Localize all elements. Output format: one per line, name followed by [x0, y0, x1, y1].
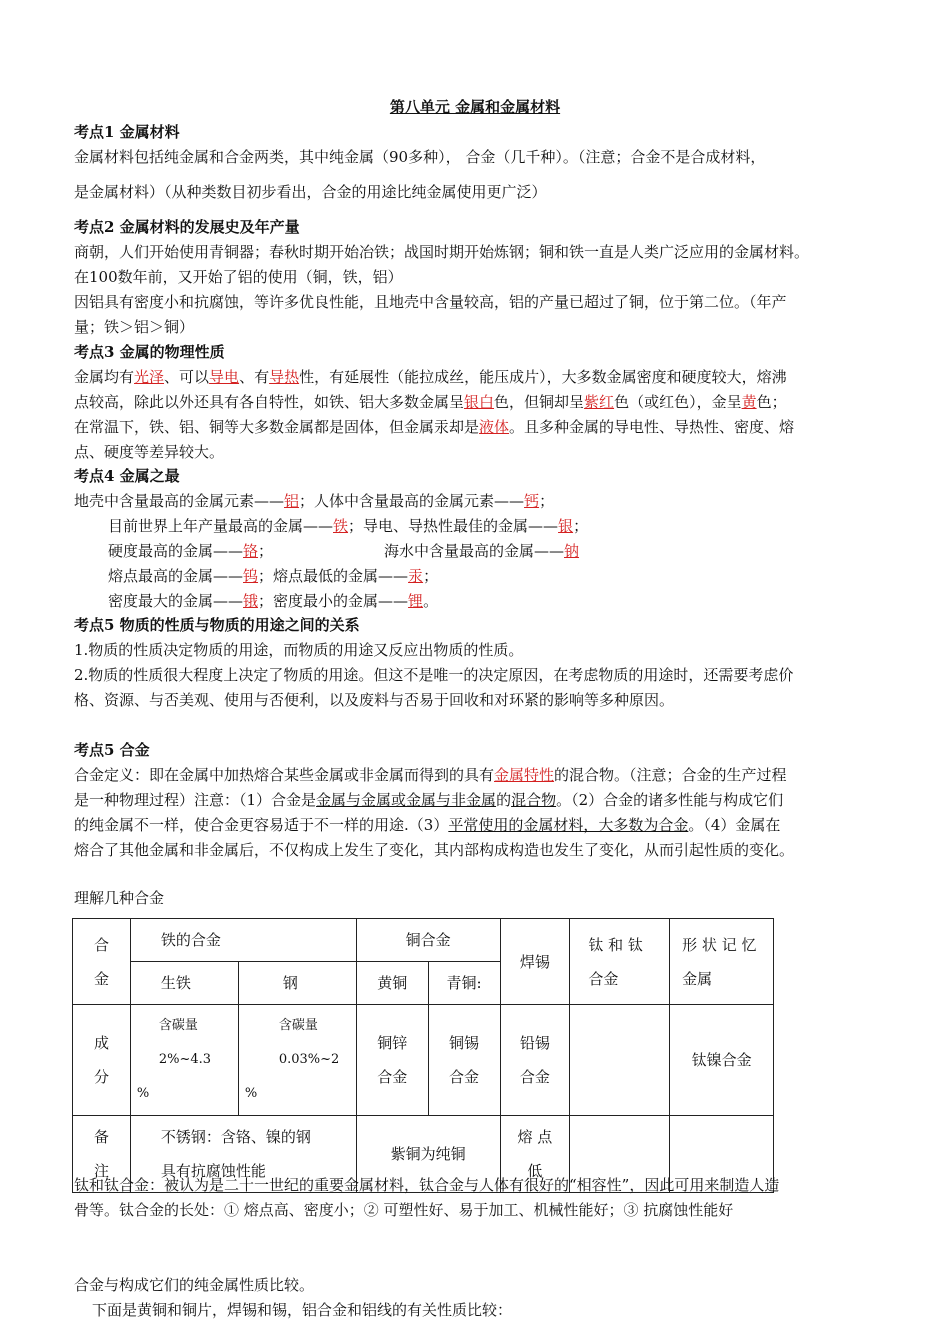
paragraph-line	[108, 589, 438, 613]
cell-text: %	[136, 1086, 150, 1101]
paragraph-line	[108, 514, 588, 538]
table-cell	[356, 962, 428, 1005]
text-run: 目前世界上年产量最高的金属——	[108, 517, 334, 535]
paragraph-line: 是金属材料）（从种类数目初步看出，合金的用途比纯金属使用更广泛）	[74, 183, 547, 201]
paragraph-line: 格、资源、与否美观、使用与否便利，以及废料与否易于回收和对环紧的影响等多种原因。	[74, 691, 675, 709]
paragraph-line	[108, 539, 273, 563]
cell-text: 金属	[682, 969, 713, 988]
cell-text: 生铁	[160, 974, 191, 992]
cell-text: %	[244, 1086, 258, 1101]
keyword-answer: 黄	[741, 393, 757, 411]
table-cell	[130, 962, 238, 1005]
table-cell	[356, 919, 500, 962]
paragraph-line	[74, 415, 794, 439]
text-run: ；	[539, 492, 555, 510]
table-cell	[73, 919, 131, 1005]
text-run: 硬度最高的金属——	[108, 542, 244, 560]
cell-text: 铜锡	[449, 1034, 480, 1052]
paragraph-line: 2.物质的性质很大程度上决定了物质的用途。但这不是唯一的决定原因，在考虑物质的用途时，还需要考虑价	[74, 666, 794, 684]
cell-text: 低	[527, 1162, 543, 1180]
paragraph-line	[74, 788, 783, 812]
heading-section-5: 考点5 物质的性质与物质的用途之间的关系	[74, 616, 360, 634]
paragraph-line	[74, 763, 787, 787]
text-run: 熔点最高的金属——	[108, 567, 244, 585]
paragraph-line: 熔合了其他金属和非金属后，不仅构成上发生了变化，其内部构成构造也发生了变化，从而引起性质的变化。	[74, 841, 795, 859]
text-run: 。且多种金属的导电性、导热性、密度、熔	[509, 418, 795, 436]
keyword-answer: 钠	[564, 542, 580, 560]
paragraph-line: 商朝，人们开始使用青铜器；春秋时期开始冶铁；战国时期开始炼钢；铜和铁一直是人类广泛应用的金属材料。	[74, 243, 810, 261]
text-run: ；导电、导热性最佳的金属——	[348, 517, 559, 535]
text-run: 的混合物。（注意；合金的生产过程	[554, 766, 787, 784]
paragraph-line: 在100数年前，又开始了铝的使用（铜，铁，铝）	[74, 268, 403, 286]
table-cell	[428, 962, 500, 1005]
heading-section-1: 考点1 金属材料	[74, 123, 180, 141]
cell-text: 紫铜为纯铜	[390, 1145, 466, 1163]
cell-text: 铜锌	[377, 1034, 408, 1052]
cell-text: 铅锡	[519, 1034, 550, 1052]
heading-section-3: 考点3 金属的物理性质	[74, 343, 225, 361]
text-run: 、可以	[164, 368, 210, 386]
cell-text: 形 状 记 忆	[682, 935, 757, 954]
cell-text: 具有抗腐蚀性能	[160, 1162, 266, 1180]
text-run: 。	[423, 592, 439, 610]
table-cell	[500, 919, 570, 1005]
keyword-answer: 金属特性	[494, 766, 555, 784]
paragraph-line: 因铝具有密度小和抗腐蚀，等许多优良性能，且地壳中含量较高，铝的产量已超过了铜，位于第二位。（年产	[74, 293, 787, 311]
cell-text: 合金	[449, 1068, 480, 1086]
keyword-answer: 铬	[243, 542, 259, 560]
heading-section-4: 考点4 金属之最	[74, 467, 180, 485]
paragraph-line	[74, 390, 787, 414]
text-run: 。（4）金属在	[688, 816, 781, 834]
table-cell	[238, 962, 356, 1005]
text-run: 是一种物理过程）注意：（1）合金是	[74, 791, 317, 809]
text-run: 的	[496, 791, 512, 809]
page-title: 第八单元 金属和金属材料	[389, 98, 561, 116]
underlined-text: 平常使用的金属材料，大多数为合金	[448, 816, 689, 834]
paragraph-line: 金属材料包括纯金属和合金两类，其中纯金属（90多种）， 合金（几千种）。（注意；合金不是合成材料，	[74, 148, 766, 166]
table-cell	[130, 919, 356, 962]
text-run: 合金定义：即在金属中加热熔合某些金属或非金属而得到的具有	[74, 766, 495, 784]
cell-text: 黄铜	[377, 974, 408, 992]
keyword-answer: 锇	[243, 592, 259, 610]
cell-text: 钛镍合金	[691, 1051, 752, 1069]
keyword-answer: 铝	[284, 492, 300, 510]
cell-text: 0.03%~2	[278, 1052, 340, 1067]
table-row	[73, 1005, 774, 1116]
cell-text: 备	[93, 1128, 109, 1146]
text-run: 、有	[239, 368, 270, 386]
table-cell	[238, 1005, 356, 1116]
keyword-answer: 银白	[464, 393, 495, 411]
text-run: 密度最大的金属——	[108, 592, 244, 610]
text-run: 在常温下，铁、铝、铜等大多数金属都是固体，但金属汞却是	[74, 418, 480, 436]
text-run: 地壳中含量最高的金属元素——	[74, 492, 285, 510]
table-cell	[500, 1005, 570, 1116]
cell-text: 含碳量	[158, 1018, 198, 1033]
text-run: ；	[573, 517, 589, 535]
keyword-answer: 钙	[524, 492, 540, 510]
text-run: 色，但铜却呈	[494, 393, 585, 411]
cell-text: 分	[93, 1068, 109, 1086]
paragraph-line: 量；铁＞铝＞铜）	[74, 318, 195, 336]
cell-text: 合金	[377, 1068, 408, 1086]
text-run: 海水中含量最高的金属——	[384, 542, 565, 560]
cell-text: 金	[93, 969, 109, 988]
keyword-answer: 钨	[243, 567, 259, 585]
table-row	[73, 919, 774, 962]
text-run: ；密度最小的金属——	[258, 592, 409, 610]
text-run: 性，有延展性（能拉成丝，能压成片），大多数金属密度和硬度较大，熔沸	[299, 368, 787, 386]
paragraph-line	[74, 365, 787, 389]
keyword-answer: 液体	[479, 418, 510, 436]
text-run: 的纯金属不一样，使合金更容易适于不一样的用途.（3）	[74, 816, 449, 834]
cell-text: 2%~4.3	[158, 1052, 212, 1067]
cell-text: 铜合金	[405, 931, 451, 949]
underlined-text: 金属与金属或金属与非金属	[316, 791, 497, 809]
cell-text: 合金	[519, 1068, 550, 1086]
cell-text: 青铜:	[446, 974, 482, 992]
heading-section-6: 考点5 合金	[74, 741, 150, 759]
text-run: 色；	[756, 393, 787, 411]
table-caption: 理解几种合金	[74, 889, 165, 907]
text-run: ；	[423, 567, 439, 585]
text-run: 色（或红色），金呈	[614, 393, 742, 411]
paragraph-line: 点、硬度等差异较大。	[74, 443, 225, 461]
cell-text: 合金	[588, 969, 619, 988]
table-cell	[570, 1005, 670, 1116]
text-run: 。（2）合金的诸多性能与构成它们	[556, 791, 784, 809]
table-cell	[428, 1005, 500, 1116]
cell-text: 不锈钢：含铬、镍的钢	[160, 1128, 311, 1146]
cell-text: 铁的合金	[160, 931, 221, 949]
table-cell	[356, 1005, 428, 1116]
paragraph-line: 合金与构成它们的纯金属性质比较。	[74, 1276, 315, 1294]
cell-text: 焊锡	[519, 952, 550, 971]
keyword-answer: 锂	[408, 592, 424, 610]
keyword-answer: 导电	[209, 368, 240, 386]
alloy-table	[72, 918, 774, 1193]
text-run: 点较高，除此以外还具有各自特性，如铁、铝大多数金属呈	[74, 393, 465, 411]
cell-text: 钢	[282, 974, 298, 992]
paragraph-line	[384, 539, 579, 563]
paragraph-line: 钛和钛合金：被认为是二十一世纪的重要金属材料，钛合金与人体有很好的“相容性”，因此可用来制造人造	[74, 1176, 780, 1194]
table-cell	[130, 1005, 238, 1116]
table-cell	[570, 919, 670, 1005]
text-run: ；熔点最低的金属——	[258, 567, 409, 585]
keyword-answer: 铁	[333, 517, 349, 535]
cell-text: 熔 点	[517, 1128, 553, 1146]
table-cell	[73, 1005, 131, 1116]
keyword-answer: 光泽	[134, 368, 165, 386]
heading-section-2: 考点2 金属材料的发展史及年产量	[74, 218, 300, 236]
keyword-answer: 银	[558, 517, 574, 535]
paragraph-line: 骨等。钛合金的长处：① 熔点高、密度小；② 可塑性好、易于加工、机械性能好；③ 抗腐蚀性能好	[74, 1201, 734, 1219]
keyword-answer: 紫红	[584, 393, 615, 411]
paragraph-line	[74, 489, 554, 513]
table-cell	[670, 1005, 774, 1116]
text-run: 金属均有	[74, 368, 135, 386]
text-run: ；	[258, 542, 274, 560]
cell-text: 注	[93, 1162, 109, 1180]
paragraph-line	[108, 564, 438, 588]
paragraph-line: 1.物质的性质决定物质的用途，而物质的用途又反应出物质的性质。	[74, 641, 524, 659]
keyword-answer: 汞	[408, 567, 424, 585]
paragraph-line	[74, 813, 780, 837]
cell-text: 成	[93, 1034, 109, 1052]
underlined-text: 混合物	[511, 791, 557, 809]
cell-text: 钛 和 钛	[588, 935, 643, 954]
text-run: ；人体中含量最高的金属元素——	[299, 492, 525, 510]
paragraph-line: 下面是黄铜和铜片，焊锡和锡，铝合金和铝线的有关性质比较：	[92, 1301, 513, 1319]
cell-text: 合	[93, 935, 109, 954]
keyword-answer: 导热	[269, 368, 300, 386]
cell-text: 含碳量	[278, 1018, 318, 1033]
table-cell	[670, 919, 774, 1005]
